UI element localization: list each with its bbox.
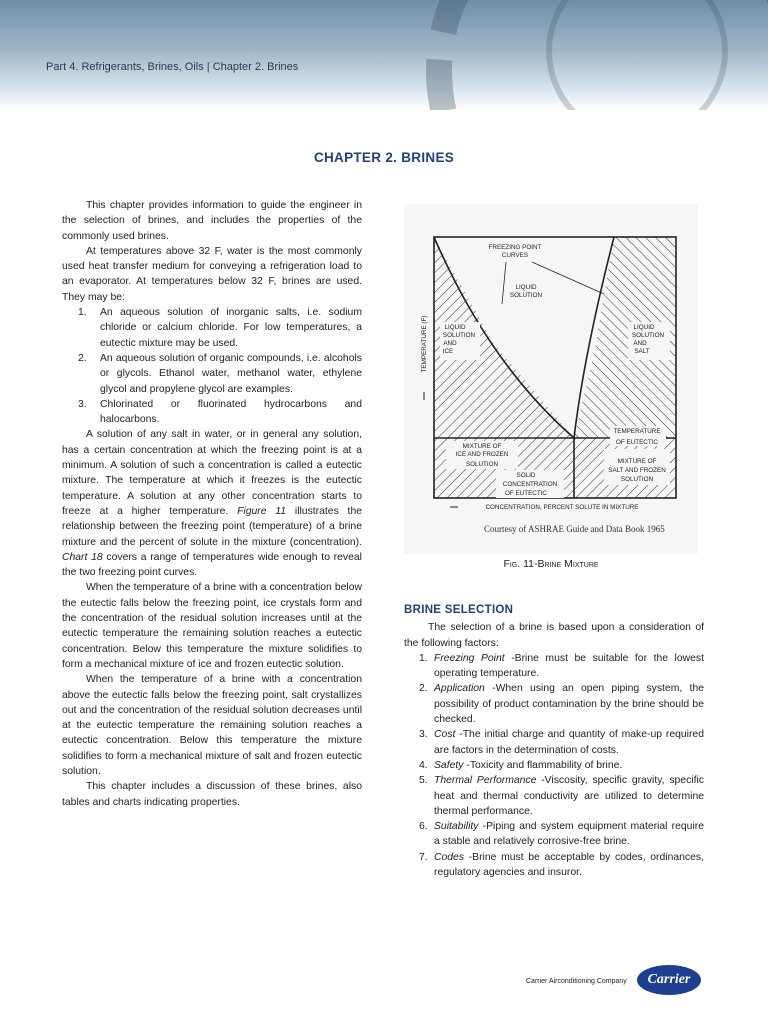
list-item [404,727,704,758]
list-item [62,397,362,428]
diagram-label: FREEZING POINT [488,244,542,251]
text-run: illustrates the relationship between the freezing point (temperature) of a brine mixture and the percent of solute in the mixture (concentration). [62,505,362,548]
list-text: -Brine must be acceptable by codes, ordinances, regulatory agencies and insuror. [434,851,704,879]
diagram-label: SOLUTION [509,292,543,299]
footer-company: Carrier Airconditioning Company [526,978,627,985]
diagram-label: SOLUTION [631,332,665,339]
diagram-label: CONCENTRATION [502,481,558,488]
diagram-label: OF EUTECTIC [505,490,547,497]
list-text: -Brine must be suitable for the lowest operating temperature. [434,652,705,680]
section-heading: BRINE SELECTION [404,604,514,616]
text-run: A solution of any salt in water, or in general any solution, has a certain concentration at which the freezing point is at a minimum. A solution of such a concentration is called a eutectic mixture. The temperature at which it freezes is the eutectic temperature. A solution at any other concentration starts to freeze at a higher temperature. [62,429,362,517]
list-number: 3. [78,398,87,410]
paragraph: The selection of a brine is based upon a consideration of the following factors: [404,622,704,649]
factor-term: Cost [434,729,456,741]
list-number: 1. [419,652,428,664]
diagram-label: AND [443,340,457,347]
page-header [0,0,768,110]
diagram-label: MIXTURE OF [462,443,502,450]
list-text: -Toxicity and flammability of brine. [463,759,623,771]
list-text: An aqueous solution of inorganic salts, i.e. sodium chloride or calcium chloride. For low temperatures, a eutectic mixture may be used. [100,307,362,349]
list-item [404,850,704,881]
list-number: 7. [419,851,428,863]
paragraph: This chapter provides information to guide the engineer in the selection of brines, and includes the properties of the commonly used brines. [62,200,362,242]
carrier-logo: Carrier [637,965,701,995]
diagram-label: SALT AND FROZEN [608,467,666,474]
chart-reference: Chart 18 [62,551,103,563]
paragraph: When the temperature of a brine with a concentration above the eutectic falls below the freezing point, salt crystallizes out and the concentration of the residual solution decreases until at the eutectic temperature the remaining solution reaches a eutectic concentration. Below this temperature the mixture solidifies to form a mechanical mixture of salt and frozen eutectic solution. [62,674,362,777]
pointer-line [532,262,604,294]
diagram-label: SOLID [516,472,536,479]
diagram-label: TEMPERATURE [613,428,661,435]
brine-types-list [62,305,362,427]
diagram-label: SOLUTION [442,332,476,339]
list-text: -The initial charge and quantity of make-up required are factors in the determination of costs. [434,729,704,756]
list-number: 5. [419,775,428,787]
list-item [404,758,704,773]
diagram-label: ICE [442,348,454,355]
text-run: covers a range of temperatures wide enough to reveal the two freezing point curves. [62,551,362,579]
list-item [404,819,704,850]
diagram-label: ICE AND FROZEN [455,451,509,458]
factor-term: Suitability [434,821,479,833]
paragraph [62,427,362,580]
factor-term: Codes [434,851,465,863]
list-number: 2. [419,683,428,695]
y-axis-label: TEMPERATURE (F) [421,315,428,373]
caption-title: Brine Mixture [537,558,599,570]
list-text: -When using an open piping system, the possibility of product contamination by the brine should be checked. [434,683,704,726]
factor-term: Freezing Point [434,652,505,664]
diagram-label: SOLUTION [465,461,499,468]
list-number: 1. [78,307,87,319]
diagram-label: LIQUID [515,284,537,291]
gear-graphic-inner [546,0,728,110]
paragraph: When the temperature of a brine with a concentration below the eutectic falls below the freezing point, ice crystals form and the concentration of the residual solution increases until at the eutectic temperature the remaining solution reaches a eutectic concentration. Below this temperature the mixture solidifies to form a mechanical mixture of ice and frozen eutectic solution. [62,582,362,670]
page-title: CHAPTER 2. BRINES [313,150,455,165]
list-text: -Piping and system equipment material require a stable and relatively corrosive-free brine. [434,821,704,848]
figure-credit: Courtesy of ASHRAE Guide and Data Book 1965 [484,524,665,534]
list-item [62,305,362,351]
paragraph: This chapter includes a discussion of these brines, also tables and charts indicating properties. [62,781,362,808]
diagram-label: MIXTURE OF [617,458,657,465]
factor-term: Thermal Performance [434,775,537,787]
diagram-label: LIQUID [633,324,655,331]
factor-term: Safety [434,759,464,771]
figure-caption [404,558,698,570]
list-text: -Viscosity, specific gravity, specific heat and thermal conductivity are utilized to determine thermal performance. [434,775,704,817]
phase-diagram [404,204,698,554]
list-text: Chlorinated or fluorinated hydrocarbons and halocarbons. [100,398,362,426]
diagram-label: OF EUTECTIC [616,439,658,446]
selection-factors-list [404,651,704,880]
left-column [62,198,362,810]
breadcrumb: Part 4. Refrigerants, Brines, Oils | Chapter 2. Brines [46,61,299,73]
diagram-label: SALT [634,348,650,355]
factor-term: Application [434,683,485,695]
list-number: 6. [419,821,428,833]
brine-mixture-figure [404,204,698,554]
list-number: 2. [78,352,87,364]
list-item [62,351,362,397]
diagram-label: LIQUID [444,324,466,331]
diagram-label: AND [633,340,647,347]
list-item [404,681,704,727]
x-axis-label: CONCENTRATION, PERCENT SOLUTE IN MIXTURE [485,504,639,511]
list-text: An aqueous solution of organic compounds, i.e. alcohols or glycols. Ethanol water, methanol water, ethylene glycol and propylene glycol are examples. [100,352,362,395]
right-column [404,603,704,880]
diagram-label: CURVES [501,252,529,259]
list-number: 3. [419,729,428,741]
pointer-line [502,262,506,304]
figure-reference: Figure 11 [237,505,287,517]
paragraph: At temperatures above 32 F, water is the most commonly used heat transfer medium for conveying a refrigeration load to an evaporator. At temperatures below 32 F, brines are used. They may be: [62,245,362,303]
list-item [404,773,704,819]
diagram-label: SOLUTION [620,476,654,483]
caption-prefix: Fig. 11- [503,558,538,570]
list-number: 4. [419,759,428,771]
list-item [404,651,704,682]
